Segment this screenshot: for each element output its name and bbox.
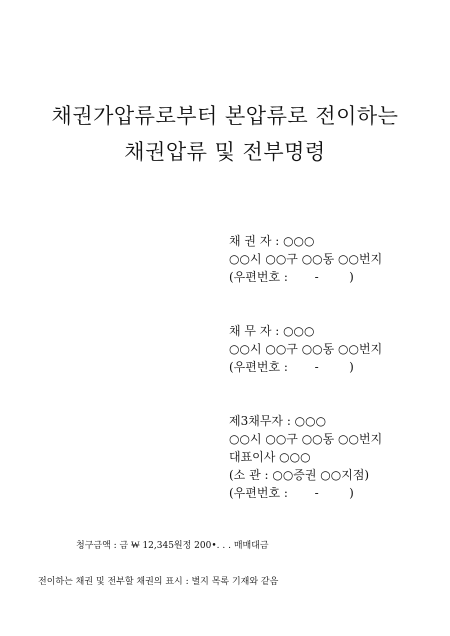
third-debtor-branch: (소 관 : ○○증권 ○○지점) bbox=[229, 468, 370, 482]
debtor-address: ○○시 ○○구 ○○동 ○○번지 bbox=[229, 342, 383, 356]
debtor-block bbox=[229, 322, 382, 376]
creditor-address: ○○시 ○○구 ○○동 ○○번지 bbox=[229, 252, 383, 266]
third-debtor-postal-code: (우편번호 : - ) bbox=[229, 486, 354, 500]
claim-amount: 청구금액 : 금 ₩ 12,345원정 200•. . . 매매대금 bbox=[76, 541, 269, 551]
third-debtor-address: ○○시 ○○구 ○○동 ○○번지 bbox=[229, 432, 383, 446]
document-title-line-1: 채권가압류로부터 본압류로 전이하는 bbox=[51, 104, 399, 128]
third-debtor-block bbox=[229, 412, 382, 502]
debtor-postal-code: (우편번호 : - ) bbox=[229, 360, 354, 374]
creditor-postal-code: (우편번호 : - ) bbox=[229, 270, 354, 284]
transfer-claim-note: 전이하는 채권 및 전부할 채권의 표시 : 별지 목록 기재와 같음 bbox=[38, 577, 279, 587]
document-title-line-2: 채권압류 및 전부명령 bbox=[124, 140, 326, 164]
creditor-block bbox=[229, 232, 382, 286]
third-debtor-name: 제3채무자 : ○○○ bbox=[229, 414, 327, 428]
third-debtor-representative: 대표이사 ○○○ bbox=[229, 450, 311, 464]
creditor-name: 채 권 자 : ○○○ bbox=[229, 234, 315, 248]
debtor-name: 채 무 자 : ○○○ bbox=[229, 324, 315, 338]
